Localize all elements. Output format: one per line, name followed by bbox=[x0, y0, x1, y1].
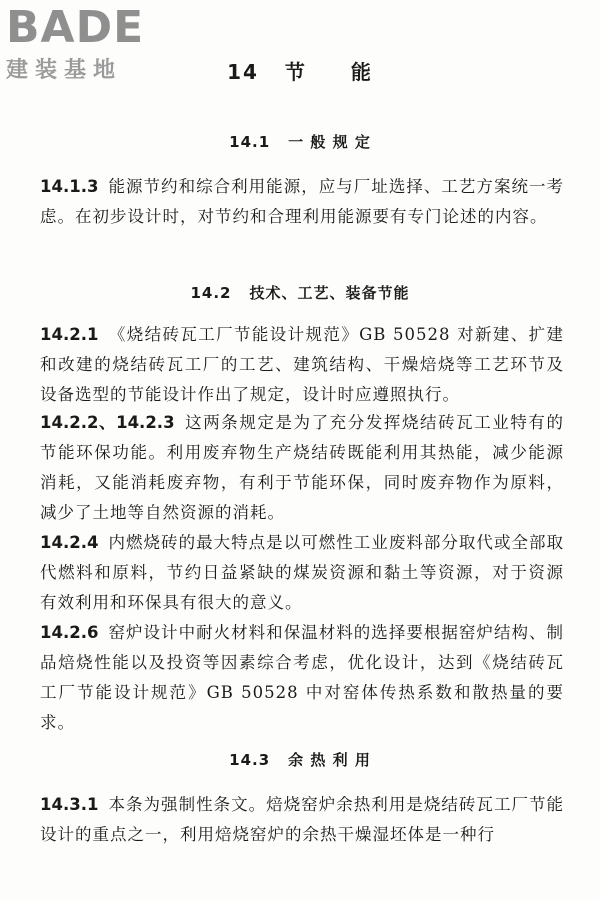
chapter-number: 14 bbox=[227, 60, 259, 84]
clause-14-3-1 bbox=[40, 790, 564, 850]
clause-number: 14.2.4 bbox=[40, 533, 99, 552]
clause-number: 14.2.6 bbox=[40, 623, 99, 642]
clause-text: 内燃烧砖的最大特点是以可燃性工业废料部分取代或全部取代燃料和原料，节约日益紧缺的煤炭资源和黏土等资源，对于资源有效利用和环保具有很大的意义。 bbox=[40, 533, 564, 612]
chapter-title bbox=[0, 56, 600, 85]
clause-number: 14.2.2、14.2.3 bbox=[40, 413, 175, 432]
section-heading-14-1 bbox=[0, 131, 600, 152]
clause-14-2-4 bbox=[40, 528, 564, 618]
section-number: 14.1 bbox=[229, 133, 271, 151]
section-title: 技术、工艺、装备节能 bbox=[249, 284, 410, 302]
clause-number: 14.3.1 bbox=[40, 795, 99, 814]
clause-14-2-1 bbox=[40, 320, 564, 410]
clause-14-2-2-3 bbox=[40, 408, 564, 528]
section-title: 余 热 利 用 bbox=[288, 751, 371, 769]
clause-text: 能源节约和综合利用能源，应与厂址选择、工艺方案统一考虑。在初步设计时，对节约和合理利用能源要有专门论述的内容。 bbox=[40, 177, 564, 226]
section-number: 14.2 bbox=[190, 284, 232, 302]
section-heading-14-2 bbox=[0, 282, 600, 303]
chapter-title-char-1: 节 bbox=[284, 60, 307, 84]
chapter-title-char-2: 能 bbox=[350, 60, 373, 84]
clause-text: 本条为强制性条文。焙烧窑炉余热利用是烧结砖瓦工厂节能设计的重点之一，利用焙烧窑炉的余热干燥湿坯体是一种行 bbox=[40, 795, 564, 844]
clause-text: 窑炉设计中耐火材料和保温材料的选择要根据窑炉结构、制品焙烧性能以及投资等因素综合考虑，优化设计，达到《烧结砖瓦工厂节能设计规范》GB 50528 中对窑体传热系数和散热量的要求。 bbox=[40, 623, 564, 732]
clause-text: 《烧结砖瓦工厂节能设计规范》GB 50528 对新建、扩建和改建的烧结砖瓦工厂的工艺、建筑结构、干燥焙烧等工艺环节及设备选型的节能设计作出了规定，设计时应遵照执行。 bbox=[40, 325, 564, 404]
clause-text: 这两条规定是为了充分发挥烧结砖瓦工业特有的节能环保功能。利用废弃物生产烧结砖既能利用其热能，减少能源消耗，又能消耗废弃物，有利于节能环保，同时废弃物作为原料，减少了土地等自然资源的消耗。 bbox=[40, 413, 565, 522]
logo-wordmark: BADE bbox=[6, 2, 145, 53]
clause-number: 14.1.3 bbox=[40, 177, 99, 196]
clause-14-2-6 bbox=[40, 618, 564, 738]
clause-14-1-3 bbox=[40, 172, 564, 232]
logo-subtitle: 建装基地 bbox=[6, 58, 123, 83]
section-heading-14-3 bbox=[0, 749, 600, 770]
section-title: 一 般 规 定 bbox=[288, 133, 371, 151]
clause-number: 14.2.1 bbox=[40, 325, 99, 344]
section-number: 14.3 bbox=[229, 751, 271, 769]
